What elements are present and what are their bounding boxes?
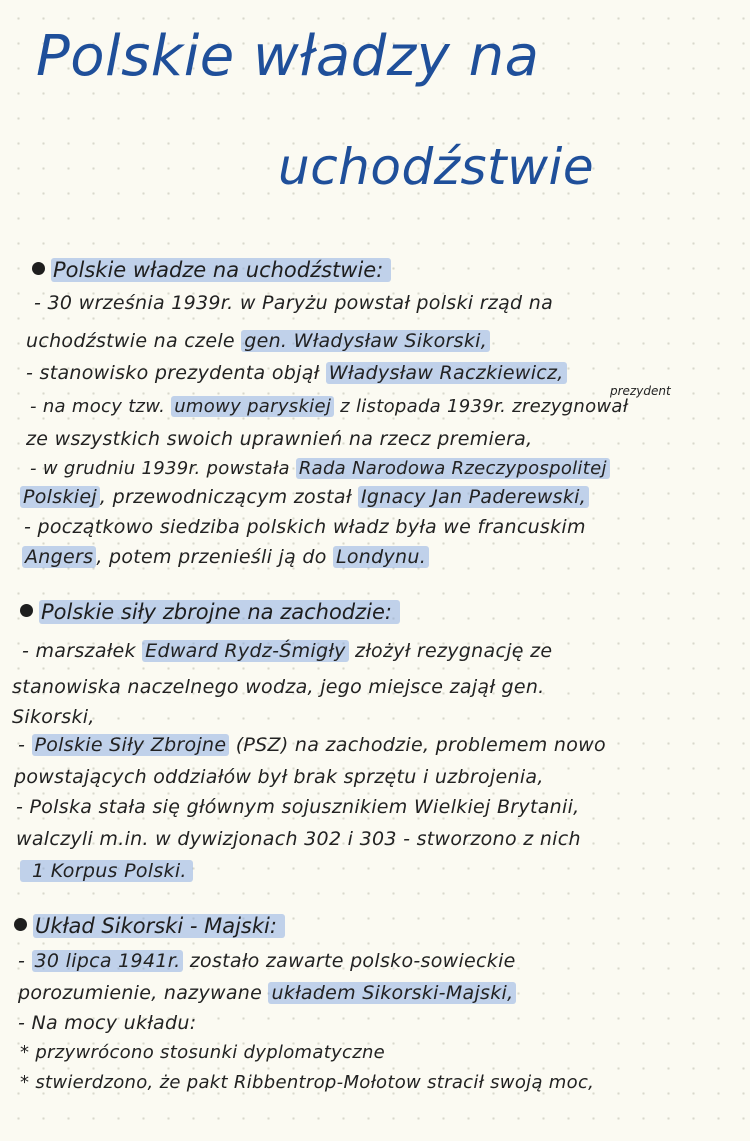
note-line: ze wszystkich swoich uprawnień na rzecz premiera, — [26, 428, 533, 450]
highlight: 1 Korpus Polski. — [20, 860, 193, 882]
note-line: stanowiska naczelnego wodza, jego miejsce zajął gen. — [12, 676, 545, 698]
highlight: Ignacy Jan Paderewski, — [358, 486, 589, 508]
section-heading-2: Polskie siły zbrojne na zachodzie: — [20, 600, 400, 624]
page-title-line-1: Polskie władzy na — [36, 24, 540, 89]
note-line: - 30 września 1939r. w Paryżu powstał polski rząd na — [34, 292, 554, 314]
bullet-icon — [32, 262, 45, 275]
highlight: Edward Rydz-Śmigły — [142, 640, 349, 662]
note-line: - na mocy tzw. umowy paryskiej z listopada 1939r. zrezygnował — [30, 396, 629, 417]
note-line: Sikorski, — [12, 706, 95, 728]
bullet-icon — [20, 604, 33, 617]
note-line: - 30 lipca 1941r. zostało zawarte polsko-sowieckie — [18, 950, 516, 972]
note-line: Polskiej , przewodniczącym został Ignacy Jan Paderewski, — [20, 486, 589, 508]
highlight: Rada Narodowa Rzeczypospolitej — [296, 458, 610, 479]
note-line: * przywrócono stosunki dyplomatyczne — [20, 1042, 386, 1063]
note-line: - początkowo siedziba polskich władz była we francuskim — [24, 516, 586, 538]
highlight: gen. Władysław Sikorski, — [241, 330, 490, 352]
highlight: Władysław Raczkiewicz, — [326, 362, 567, 384]
annotation-note: prezydent — [610, 384, 671, 398]
highlight: Polskiej — [20, 486, 100, 508]
highlight: Angers — [22, 546, 96, 568]
note-line: - marszałek Edward Rydz-Śmigły złożył rezygnację ze — [22, 640, 553, 662]
note-line: porozumienie, nazywane układem Sikorski-Majski, — [18, 982, 516, 1004]
note-line: - Polskie Siły Zbrojne (PSZ) na zachodzie, problemem nowo — [18, 734, 606, 756]
highlight: Polskie Siły Zbrojne — [32, 734, 230, 756]
note-line: - Polska stała się głównym sojusznikiem Wielkiej Brytanii, — [16, 796, 580, 818]
section-heading-3: Układ Sikorski - Majski: — [14, 914, 285, 938]
note-line: Angers , potem przenieśli ją do Londynu. — [22, 546, 429, 568]
bullet-icon — [14, 918, 27, 931]
note-line: - stanowisko prezydenta objął Władysław Raczkiewicz, — [26, 362, 567, 384]
highlight: umowy paryskiej — [171, 396, 334, 417]
note-line: * stwierdzono, że pakt Ribbentrop-Mołotow stracił swoją moc, — [20, 1072, 595, 1093]
highlight: układem Sikorski-Majski, — [268, 982, 516, 1004]
note-line: walczyli m.in. w dywizjonach 302 i 303 - stworzono z nich — [16, 828, 581, 850]
section-heading-1: Polskie władze na uchodźstwie: — [32, 258, 391, 282]
note-line: powstających oddziałów był brak sprzętu i uzbrojenia, — [14, 766, 544, 788]
note-line: - Na mocy układu: — [18, 1012, 197, 1034]
note-line: uchodźstwie na czele gen. Władysław Sikorski, — [26, 330, 490, 352]
note-line: - w grudniu 1939r. powstała Rada Narodowa Rzeczypospolitej — [30, 458, 610, 479]
page-title-line-2: uchodźstwie — [278, 138, 595, 196]
highlight: Londynu. — [333, 546, 429, 568]
highlight: 30 lipca 1941r. — [32, 950, 184, 972]
note-line — [20, 860, 193, 882]
